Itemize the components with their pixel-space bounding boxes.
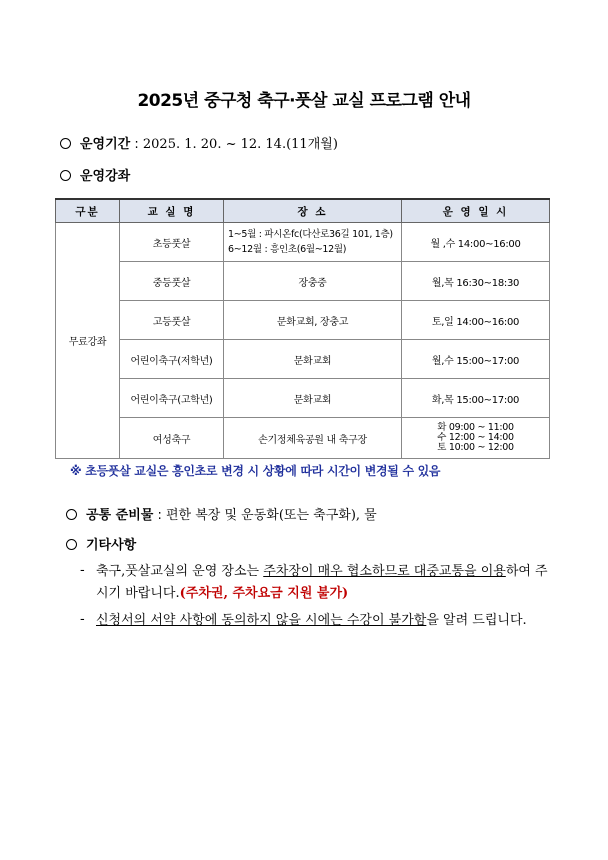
- etc-heading: 기타사항: [86, 538, 137, 553]
- schedule-cell: 화,목 15:00~17:00: [402, 379, 550, 418]
- etc-item-1-text-cont: 하여 주시기 바랍니다.: [96, 564, 548, 601]
- schedule-cell: 월 ,수 14:00~16:00: [402, 223, 550, 262]
- circle-bullet-icon: [66, 509, 77, 520]
- supplies-sep: :: [153, 508, 166, 523]
- schedule-cell: 월,목 16:30~18:30: [402, 262, 550, 301]
- venue-cell: 문화교회, 장충고: [224, 301, 402, 340]
- circle-bullet-icon: [66, 539, 77, 550]
- table-row: [56, 340, 550, 379]
- period-value: 2025. 1. 20. ~ 12. 14.(11개월): [142, 137, 338, 152]
- period-label: 운영기간: [80, 137, 131, 152]
- table-header-row: [56, 199, 550, 223]
- etc-heading-line: [66, 534, 136, 553]
- header-schedule: 운 영 일 시: [402, 199, 550, 223]
- venue-cell: 손기정체육공원 내 축구장: [224, 418, 402, 459]
- supplies-line: [66, 504, 377, 523]
- supplies-value: 편한 복장 및 운동화(또는 축구화), 물: [165, 508, 377, 523]
- class-name-cell: 어린이축구(저학년): [120, 340, 224, 379]
- class-name-cell: 여성축구: [120, 418, 224, 459]
- header-venue: 장 소: [224, 199, 402, 223]
- schedule-table: [55, 198, 550, 459]
- schedule-cell: 토,일 14:00~16:00: [402, 301, 550, 340]
- header-class-name: 교 실 명: [120, 199, 224, 223]
- parking-warning: (주차권, 주차요금 지원 불가): [179, 586, 349, 601]
- schedule-line: 토 10:00 ~ 12:00: [437, 442, 514, 453]
- period-line: [60, 133, 338, 152]
- etc-item-1-text: 축구,풋살교실의 운영 장소는: [96, 564, 264, 579]
- venue-cell: [224, 223, 402, 262]
- venue-cell: 문화교회: [224, 379, 402, 418]
- dash-bullet-icon: -: [80, 563, 85, 578]
- header-category: 구분: [56, 199, 120, 223]
- schedule-cell: [402, 418, 550, 459]
- period-sep: :: [130, 137, 143, 152]
- class-name-cell: 초등풋살: [120, 223, 224, 262]
- class-name-cell: 어린이축구(고학년): [120, 379, 224, 418]
- venue-cell: 장충중: [224, 262, 402, 301]
- schedule-line: 화 09:00 ~ 11:00: [437, 422, 514, 433]
- schedule-line: 수 12:00 ~ 14:00: [437, 432, 514, 443]
- class-name-cell: 고등풋살: [120, 301, 224, 340]
- circle-bullet-icon: [60, 170, 71, 181]
- etc-item-2-underlined: 신청서의 서약 사항에 동의하지 않을 시에는 수강이 불가함: [96, 613, 427, 628]
- table-row: [56, 379, 550, 418]
- class-name-cell: 중등풋살: [120, 262, 224, 301]
- courses-heading-line: [60, 165, 130, 184]
- etc-item-2-text: 을 알려 드립니다.: [426, 613, 527, 628]
- schedule-cell: 월,수 15:00~17:00: [402, 340, 550, 379]
- venue-line: 6~12월 : 흥인초(6월~12월): [228, 244, 347, 255]
- etc-item-1-underlined: 주차장이 매우 협소하므로 대중교통을 이용: [263, 564, 506, 579]
- venue-cell: 문화교회: [224, 340, 402, 379]
- etc-item-2: [96, 610, 551, 632]
- etc-item-1: [96, 561, 551, 605]
- venue-line: 1~5월 : 파시온fc(다산로36길 101, 1층): [228, 229, 393, 240]
- page-title: 2025년 중구청 축구·풋살 교실 프로그램 안내: [137, 91, 471, 111]
- circle-bullet-icon: [60, 138, 71, 149]
- supplies-label: 공통 준비물: [86, 508, 154, 523]
- table-row: [56, 418, 550, 459]
- category-cell: 무료강좌: [56, 223, 120, 459]
- courses-heading: 운영강좌: [80, 169, 131, 184]
- dash-bullet-icon: -: [80, 612, 85, 627]
- table-row: [56, 262, 550, 301]
- table-note: ※ 초등풋살 교실은 흥인초로 변경 시 상황에 따라 시간이 변경될 수 있음: [70, 464, 441, 478]
- table-row: [56, 301, 550, 340]
- table-row: [56, 223, 550, 262]
